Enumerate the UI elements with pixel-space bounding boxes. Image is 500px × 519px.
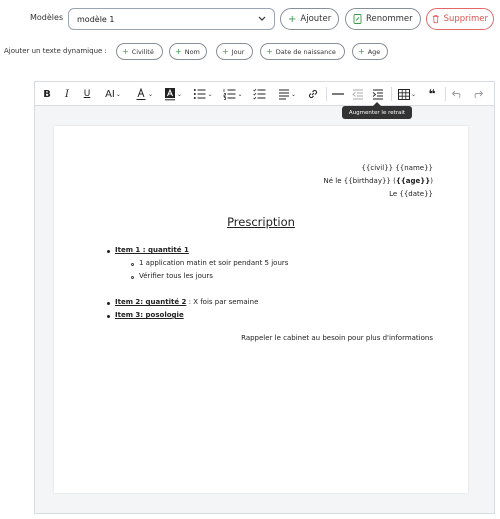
toolbar-separator (445, 87, 446, 101)
link-button[interactable] (306, 86, 320, 102)
delete-model-button[interactable] (426, 8, 494, 30)
quote-icon: ❝ (428, 87, 436, 101)
redo-icon (472, 89, 484, 99)
chevron-down-icon: ⌄ (410, 90, 417, 98)
bullet-dot (107, 250, 110, 253)
increase-indent-button[interactable] (371, 86, 385, 102)
underline-button[interactable]: U (83, 89, 91, 99)
item-2 (115, 298, 258, 306)
delete-model-label: Supprimer (443, 14, 488, 24)
plus-icon: + (266, 47, 273, 56)
chevron-down-icon: ⌄ (147, 90, 154, 98)
checklist-icon (253, 88, 266, 100)
add-model-label: Ajouter (300, 14, 332, 24)
horizontal-line-button[interactable] (331, 86, 345, 102)
model-select[interactable] (68, 8, 275, 30)
rename-model-label: Renommer (366, 14, 413, 24)
italic-button[interactable]: I (65, 88, 69, 100)
font-size-label: AI (105, 88, 115, 100)
item-3: Item 3: posologie (115, 311, 184, 319)
item-2-detail: : X fois par semaine (186, 298, 259, 306)
toolbar-separator (326, 87, 327, 101)
add-model-button[interactable] (280, 8, 339, 30)
chevron-down-icon: ⌄ (115, 90, 121, 98)
toolbar-separator (391, 87, 392, 101)
header-date-line: Le {{date}} (389, 190, 433, 198)
bullet-dot (107, 302, 110, 305)
undo-button[interactable] (450, 86, 464, 102)
age-placeholder: {{age}} (395, 177, 431, 185)
alignment-dropdown[interactable] (275, 86, 299, 102)
font-color-dropdown[interactable] (133, 86, 155, 102)
indent-icon (372, 89, 384, 100)
sub-bullet-circle (131, 276, 134, 279)
header-birthday-line (324, 177, 434, 185)
footer-note: Rappeler le cabinet au besoin pour plus d'informations (241, 334, 433, 342)
birthday-text: Né le {{birthday}} ( (323, 177, 396, 185)
outdent-icon (352, 89, 364, 100)
undo-icon (451, 89, 463, 99)
font-color-icon (135, 87, 147, 101)
align-icon (278, 89, 290, 100)
chevron-down-icon: ⌄ (237, 90, 243, 98)
bullet-dot (107, 315, 110, 318)
table-icon (398, 89, 410, 100)
horizontal-line-icon (332, 92, 344, 96)
chip-civilite[interactable] (116, 43, 163, 60)
item-1: Item 1 : quantité 1 (115, 246, 189, 254)
document-page[interactable] (54, 126, 468, 493)
background-color-dropdown[interactable] (162, 86, 184, 102)
chip-label: Date de naissance (275, 47, 336, 56)
header-name-line: {{civil}} {{name}} (361, 164, 433, 172)
editor-toolbar (35, 82, 494, 106)
link-icon (307, 88, 319, 100)
dynamic-text-label: Ajouter un texte dynamique : (4, 47, 107, 55)
chevron-down-icon: ⌄ (207, 90, 213, 98)
plus-icon: + (175, 47, 182, 56)
item-2-label: Item 2: quantité 2 (115, 298, 187, 306)
bulleted-list-icon (193, 88, 206, 100)
models-row (0, 6, 500, 32)
chevron-down-icon: ⌄ (176, 90, 183, 98)
item-1-sub-2: Vérifier tous les jours (139, 272, 213, 280)
file-edit-icon (353, 14, 362, 24)
numbered-list-dropdown[interactable] (221, 86, 245, 102)
document-title: Prescription (227, 215, 295, 229)
chip-label: Nom (184, 47, 200, 56)
redo-button[interactable] (471, 86, 485, 102)
font-size-dropdown[interactable] (101, 86, 125, 102)
dynamic-text-row (0, 43, 500, 61)
chip-age[interactable] (352, 43, 388, 60)
bulleted-list-dropdown[interactable] (191, 86, 215, 102)
chip-label: Civilité (131, 47, 154, 56)
chip-jour[interactable] (216, 43, 253, 60)
plus-icon: + (122, 47, 129, 56)
numbered-list-icon (223, 88, 236, 100)
rename-model-button[interactable] (345, 8, 421, 30)
chip-label: Jour (231, 47, 245, 56)
bold-button[interactable]: B (43, 88, 51, 100)
models-label: Modèles (30, 13, 64, 22)
chevron-down-icon (256, 12, 268, 26)
plus-icon: + (358, 47, 365, 56)
model-select-value: modèle 1 (77, 15, 115, 24)
item-1-sub-1: 1 application matin et soir pendant 5 jours (139, 259, 289, 267)
blockquote-button[interactable] (425, 86, 439, 102)
birthday-suffix: ) (430, 177, 433, 185)
plus-icon: + (288, 13, 297, 25)
chip-label: Age (367, 47, 381, 56)
todo-list-button[interactable] (251, 86, 267, 102)
insert-table-dropdown[interactable] (396, 86, 418, 102)
indent-tooltip: Augmenter le retrait (342, 106, 412, 119)
chip-nom[interactable] (169, 43, 207, 60)
chevron-down-icon: ⌄ (290, 90, 297, 98)
sub-bullet-circle (131, 263, 134, 266)
trash-icon (432, 14, 440, 24)
plus-icon: + (222, 47, 229, 56)
chip-date-de-naissance[interactable] (260, 43, 345, 60)
highlight-icon (164, 87, 176, 101)
decrease-indent-button[interactable] (351, 86, 365, 102)
